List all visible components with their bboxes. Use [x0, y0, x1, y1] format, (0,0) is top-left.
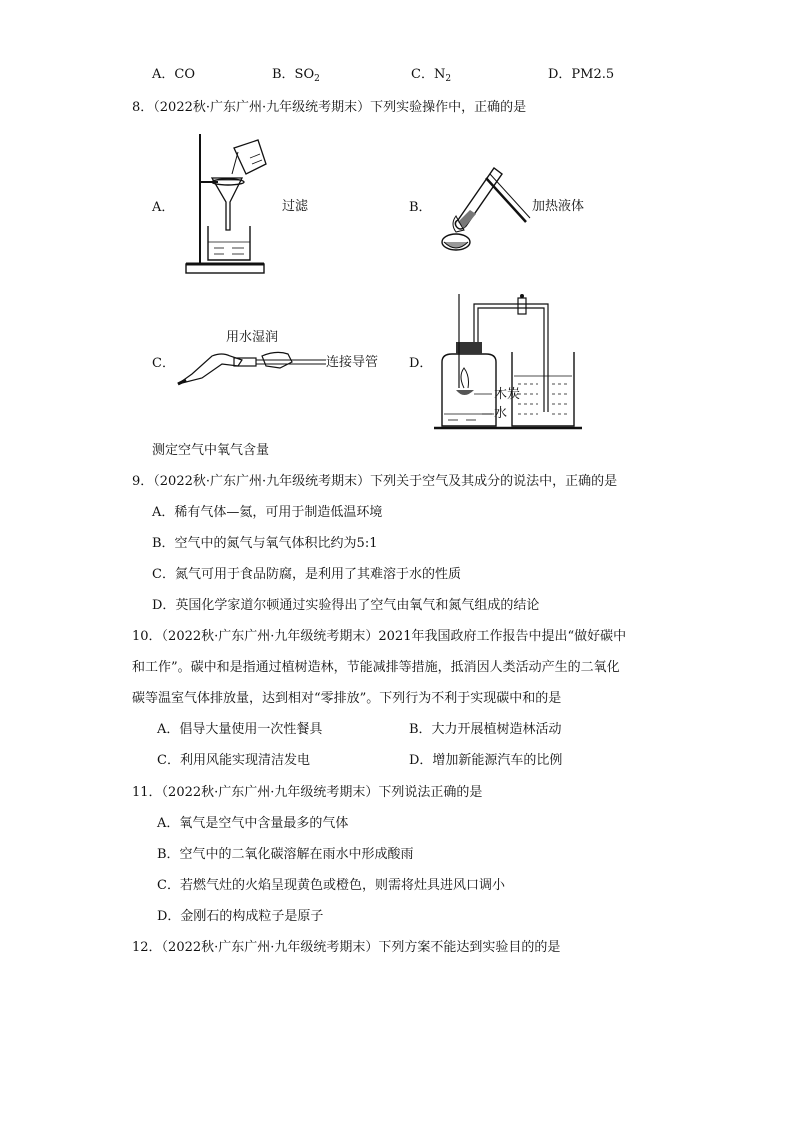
- q9-option-b: B．空气中的氮气与氧气体积比约为5:1: [152, 536, 378, 551]
- q11-option-a: A．氧气是空气中含量最多的气体: [157, 816, 349, 831]
- q7-option-b: B．$SO_2$: [272, 67, 320, 84]
- q7-option-a: A．CO: [152, 67, 195, 82]
- q8-option-c-caption-top: 用水湿润: [226, 330, 279, 345]
- q11-option-d: D．金刚石的构成粒子是原子: [157, 909, 324, 924]
- q9-option-d: D．英国化学家道尔顿通过实验得出了空气由氧气和氮气组成的结论: [152, 598, 540, 613]
- q8-option-b-caption: 加热液体: [532, 199, 585, 214]
- q10-option-a: A．倡导大量使用一次性餐具: [157, 722, 323, 737]
- q11-stem: 11．（2022秋·广东广州·九年级统考期末）下列说法正确的是: [132, 785, 483, 800]
- q8-option-c-caption-right: 连接导管: [326, 355, 379, 370]
- filtration-apparatus-image: [180, 130, 290, 280]
- q9-option-c: C．氮气可用于食品防腐，是利用了其难溶于水的性质: [152, 567, 461, 582]
- q7-option-c: C．$N_2$: [411, 67, 452, 84]
- q9-option-a: A．稀有气体—氦，可用于制造低温环境: [152, 505, 383, 520]
- q11-option-b: B．空气中的二氧化碳溶解在雨水中形成酸雨: [157, 847, 414, 862]
- q8-option-d-text: 测定空气中氧气含量: [152, 443, 270, 458]
- q8-option-a-label: A．: [152, 200, 175, 215]
- oxygen-measurement-image: [434, 292, 594, 432]
- q11-option-c: C．若燃气灶的火焰呈现黄色或橙色，则需将灶具进风口调小: [157, 878, 505, 893]
- q10-option-c: C．利用风能实现清洁发电: [157, 753, 310, 768]
- q8-option-d-caption-water: 水: [494, 406, 508, 421]
- q10-stem-line2: 和工作”。碳中和是指通过植树造林，节能减排等措施，抵消因人类活动产生的二氧化: [132, 660, 620, 675]
- q10-option-d: D．增加新能源汽车的比例: [409, 753, 563, 768]
- q10-stem-line1: 10．（2022秋·广东广州·九年级统考期末）2021年我国政府工作报告中提出“做好碳中: [132, 629, 627, 644]
- q10-stem-line3: 碳等温室气体排放量，达到相对“零排放”。下列行为不利于实现碳中和的是: [132, 691, 562, 706]
- q8-stem: 8．（2022秋·广东广州·九年级统考期末）下列实验操作中，正确的是: [132, 100, 527, 115]
- q8-option-a-caption: 过滤: [282, 199, 309, 214]
- q8-option-d-caption-charcoal: 木炭: [494, 387, 521, 402]
- q10-option-b: B．大力开展植树造林活动: [409, 722, 562, 737]
- q8-option-c-label: C．: [152, 356, 175, 371]
- connecting-tube-image: [172, 340, 332, 390]
- q12-stem: 12．（2022秋·广东广州·九年级统考期末）下列方案不能达到实验目的的是: [132, 940, 561, 955]
- q7-option-d: D．PM2.5: [548, 67, 615, 82]
- q8-option-b-label: B．: [409, 200, 432, 215]
- q9-stem: 9．（2022秋·广东广州·九年级统考期末）下列关于空气及其成分的说法中，正确的是: [132, 474, 618, 489]
- q8-option-d-label: D．: [409, 356, 433, 371]
- heating-liquid-image: [430, 150, 540, 260]
